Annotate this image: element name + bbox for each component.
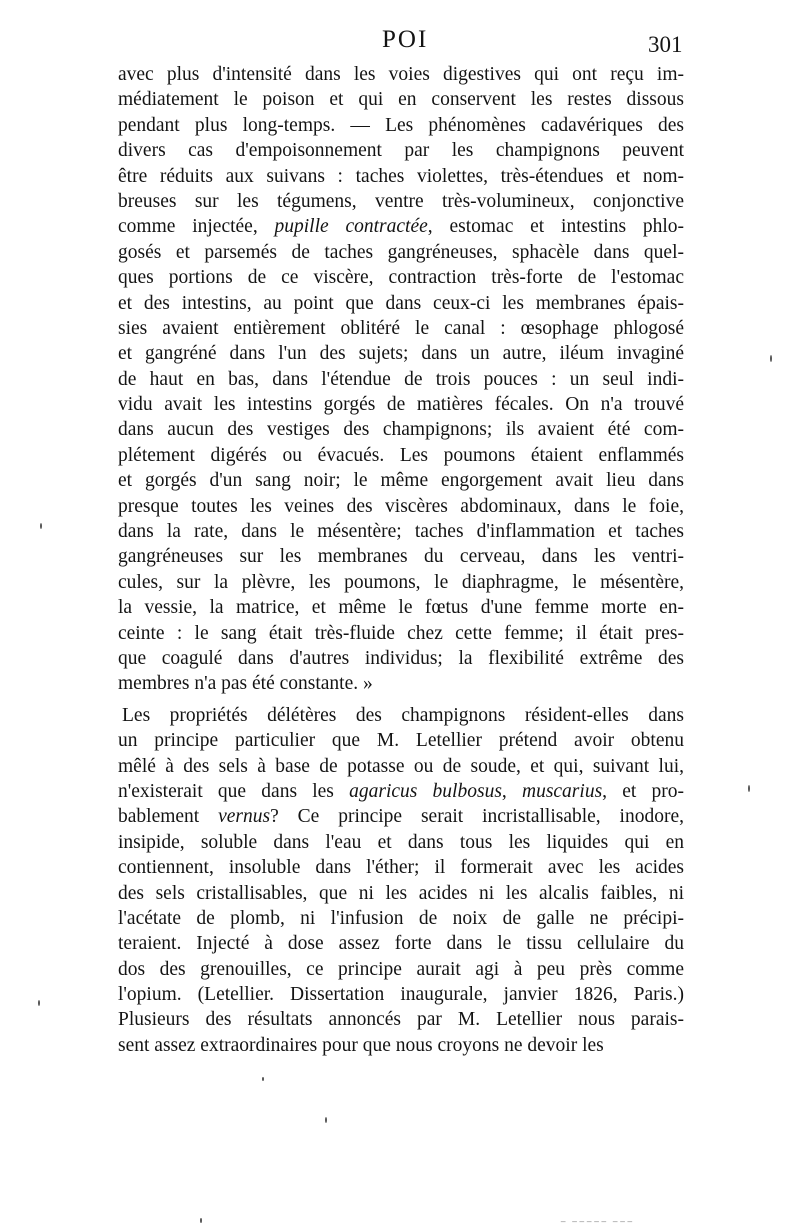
text-line: gangréneuses sur les membranes du cerveau, dans les ventri- bbox=[118, 546, 684, 568]
text-line: Les propriétés délétères des champignons résident-elles dans bbox=[122, 704, 684, 726]
scan-speck bbox=[200, 1218, 202, 1223]
text-line: médiatement le poison et qui en conservent les restes dissous bbox=[118, 89, 684, 111]
running-head: POI bbox=[382, 26, 429, 53]
text-line: avec plus d'intensité dans les voies digestives qui ont reçu im- bbox=[118, 64, 684, 85]
body-text bbox=[118, 62, 684, 1058]
text-line: vidu avait les intestins gorgés de matières fécales. On n'a trouvé bbox=[118, 394, 684, 416]
scan-bleed-mark: ⁻ ⁻⁻⁻⁻⁻ ⁻⁻⁻ bbox=[560, 1217, 635, 1231]
paragraph-1 bbox=[118, 62, 684, 697]
text-line: Plusieurs des résultats annoncés par M. Letellier nous parais- bbox=[118, 1009, 684, 1031]
text-line: sent assez extraordinaires pour que nous croyons ne devoir les bbox=[118, 1034, 604, 1056]
text-line: membres n'a pas été constante. » bbox=[118, 673, 373, 695]
text-line: ceinte : le sang était très-fluide chez cette femme; il était pres- bbox=[118, 622, 684, 644]
text-line: et des intestins, au point que dans ceux-ci les membranes épais- bbox=[118, 292, 684, 314]
text-line: plétement digérés ou évacués. Les poumons étaient enflammés bbox=[118, 444, 684, 466]
text-line: gosés et parsemés de taches gangréneuses, sphacèle dans quel- bbox=[118, 241, 684, 263]
text-line: un principe particulier que M. Letellier prétend avoir obtenu bbox=[118, 730, 684, 752]
scan-speck bbox=[40, 523, 42, 529]
scan-speck bbox=[262, 1077, 264, 1081]
page-number: 301 bbox=[648, 32, 683, 57]
text-line: breuses sur les tégumens, ventre très-volumineux, conjonctive bbox=[118, 190, 684, 212]
text-line: et gorgés d'un sang noir; le même engorgement avait lieu dans bbox=[118, 470, 684, 492]
text-line: comme injectée, pupille contractée, estomac et intestins phlo- bbox=[118, 216, 684, 238]
scan-speck bbox=[325, 1117, 327, 1123]
text-line: bablement vernus? Ce principe serait incristallisable, inodore, bbox=[118, 806, 685, 828]
text-line: divers cas d'empoisonnement par les champignons peuvent bbox=[118, 140, 684, 162]
text-line: et gangréné dans l'un des sujets; dans un autre, iléum invaginé bbox=[118, 343, 684, 365]
text-line: ques portions de ce viscère, contraction très-forte de l'estomac bbox=[118, 267, 684, 289]
text-line: insipide, soluble dans l'eau et dans tous les liquides qui en bbox=[118, 831, 684, 853]
scan-speck bbox=[38, 1000, 40, 1006]
text-line: que coagulé dans d'autres individus; la flexibilité extrême des bbox=[118, 647, 684, 669]
text-line: n'existerait que dans les agaricus bulbosus, muscarius, et pro- bbox=[118, 780, 684, 802]
scan-speck bbox=[748, 785, 750, 792]
text-line: cules, sur la plèvre, les poumons, le diaphragme, le mésentère, bbox=[118, 571, 684, 593]
text-line: teraient. Injecté à dose assez forte dans le tissu cellulaire du bbox=[118, 933, 684, 955]
page-header bbox=[0, 24, 800, 64]
scan-speck bbox=[770, 355, 772, 362]
text-line: contiennent, insoluble dans l'éther; il formerait avec les acides bbox=[118, 857, 684, 879]
text-line: la vessie, la matrice, et même le fœtus d'une femme morte en- bbox=[118, 597, 684, 619]
text-line: presque toutes les veines des viscères abdominaux, dans le foie, bbox=[118, 495, 684, 517]
text-line: sies avaient entièrement oblitéré le canal : œsophage phlogosé bbox=[118, 317, 684, 339]
paragraph-2 bbox=[118, 703, 684, 1058]
text-line: l'opium. (Letellier. Dissertation inaugurale, janvier 1826, Paris.) bbox=[118, 984, 684, 1006]
text-line: être réduits aux suivans : taches violettes, très-étendues et nom- bbox=[118, 165, 684, 187]
text-line: des sels cristallisables, que ni les acides ni les alcalis faibles, ni bbox=[118, 882, 684, 904]
text-line: dos des grenouilles, ce principe aurait agi à peu près comme bbox=[118, 958, 684, 980]
text-line: dans la rate, dans le mésentère; taches d'inflammation et taches bbox=[118, 521, 684, 543]
text-line: l'acétate de plomb, ni l'infusion de noix de galle ne précipi- bbox=[118, 907, 684, 929]
text-line: de haut en bas, dans l'étendue de trois pouces : un seul indi- bbox=[118, 368, 684, 390]
text-line: mêlé à des sels à base de potasse ou de soude, et qui, suivant lui, bbox=[118, 755, 684, 777]
text-line: pendant plus long-temps. — Les phénomènes cadavériques des bbox=[118, 114, 684, 136]
text-line: dans aucun des vestiges des champignons; ils avaient été com- bbox=[118, 419, 684, 441]
